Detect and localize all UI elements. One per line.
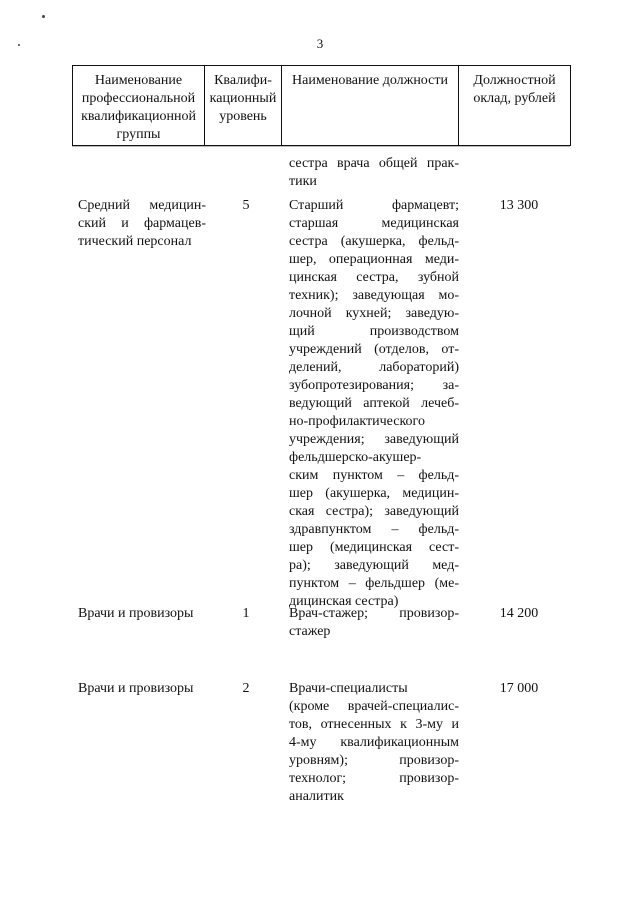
row-level: 1 [242,606,250,621]
header-shadow-line [72,146,570,147]
row-level: 2 [242,681,250,696]
row-salary: 17 000 [499,681,539,696]
row-position-line: зубопротезирования; за- [289,378,459,393]
row-position-line: щий производством [289,324,459,339]
row-group-line: Врачи и провизоры [78,681,194,696]
row-position-line: технолог; провизор- [289,771,459,786]
row-salary: 13 300 [499,198,539,213]
row-group [78,605,206,623]
continuation-text [289,155,459,191]
row-position-line: тов, отнесенных к 3-му и [289,717,459,732]
continuation-line: сестра врача общей прак- [289,156,459,171]
row-group-line: Средний медицин- [78,198,206,213]
row-position-line: ским пунктом – фельд- [289,468,459,483]
row-position-line: но-профилактического [289,414,425,429]
row-position-line: фельдшерско-акушер- [289,450,422,465]
header-group: Наименование профессиональной квалификационной группы [73,66,205,146]
row-group-line: тический персонал [78,234,192,249]
row-position-line: 4-му квалификационным [289,735,459,750]
row-position-line: аналитик [289,789,344,804]
row-position-line: здравпунктом – фельд- [289,522,459,537]
row-position [289,197,459,611]
row-group [78,680,206,698]
continuation-line: тики [289,174,317,189]
header-salary: Должностной оклад, рублей [459,66,571,146]
row-position-line: ра); заведующий мед- [289,558,459,573]
row-position-line: (кроме врачей-специалис- [289,699,459,714]
row-position-line: учреждения; заведующий [289,432,459,447]
header-position: Наименование должности [282,66,459,146]
row-position-line: пунктом – фельдшер (ме- [289,576,459,591]
row-group [78,197,206,251]
row-position-line: делений, лабораторий) [289,360,459,375]
row-level: 5 [242,198,250,213]
row-position-line: Врач-стажер; провизор- [289,606,459,621]
row-position-line: цинская сестра, зубной [289,270,459,285]
scan-speck [42,15,45,18]
row-position [289,605,459,641]
row-position-line: сестра (акушерка, фельд- [289,234,459,249]
row-salary: 14 200 [499,606,539,621]
row-position-line: уровням); провизор- [289,753,459,768]
row-position-line: стажер [289,624,331,639]
row-position-line: техник); заведующая мо- [289,288,459,303]
row-position-line: Врачи-специалисты [289,681,408,696]
row-position-line: учреждений (отделов, от- [289,342,459,357]
row-position-line: шер (акушерка, медицин- [289,486,459,501]
row-position-line: шер, операционная меди- [289,252,459,267]
row-position-line: ведующий аптекой лечеб- [289,396,459,411]
table-header [72,65,571,146]
row-position-line: лочной кухней; заведую- [289,306,459,321]
page-number: 3 [316,36,324,51]
row-group-line: ский и фармацев- [78,216,206,231]
row-position-line: старшая медицинская [289,216,459,231]
row-position-line: дицинская сестра) [289,594,399,609]
row-position-line: шер (медицинская сест- [289,540,459,555]
row-position [289,680,459,806]
row-group-line: Врачи и провизоры [78,606,194,621]
row-position-line: ская сестра); заведующий [289,504,459,519]
header-level: Квалифи-кационный уровень [205,66,282,146]
row-position-line: Старший фармацевт; [289,198,459,213]
